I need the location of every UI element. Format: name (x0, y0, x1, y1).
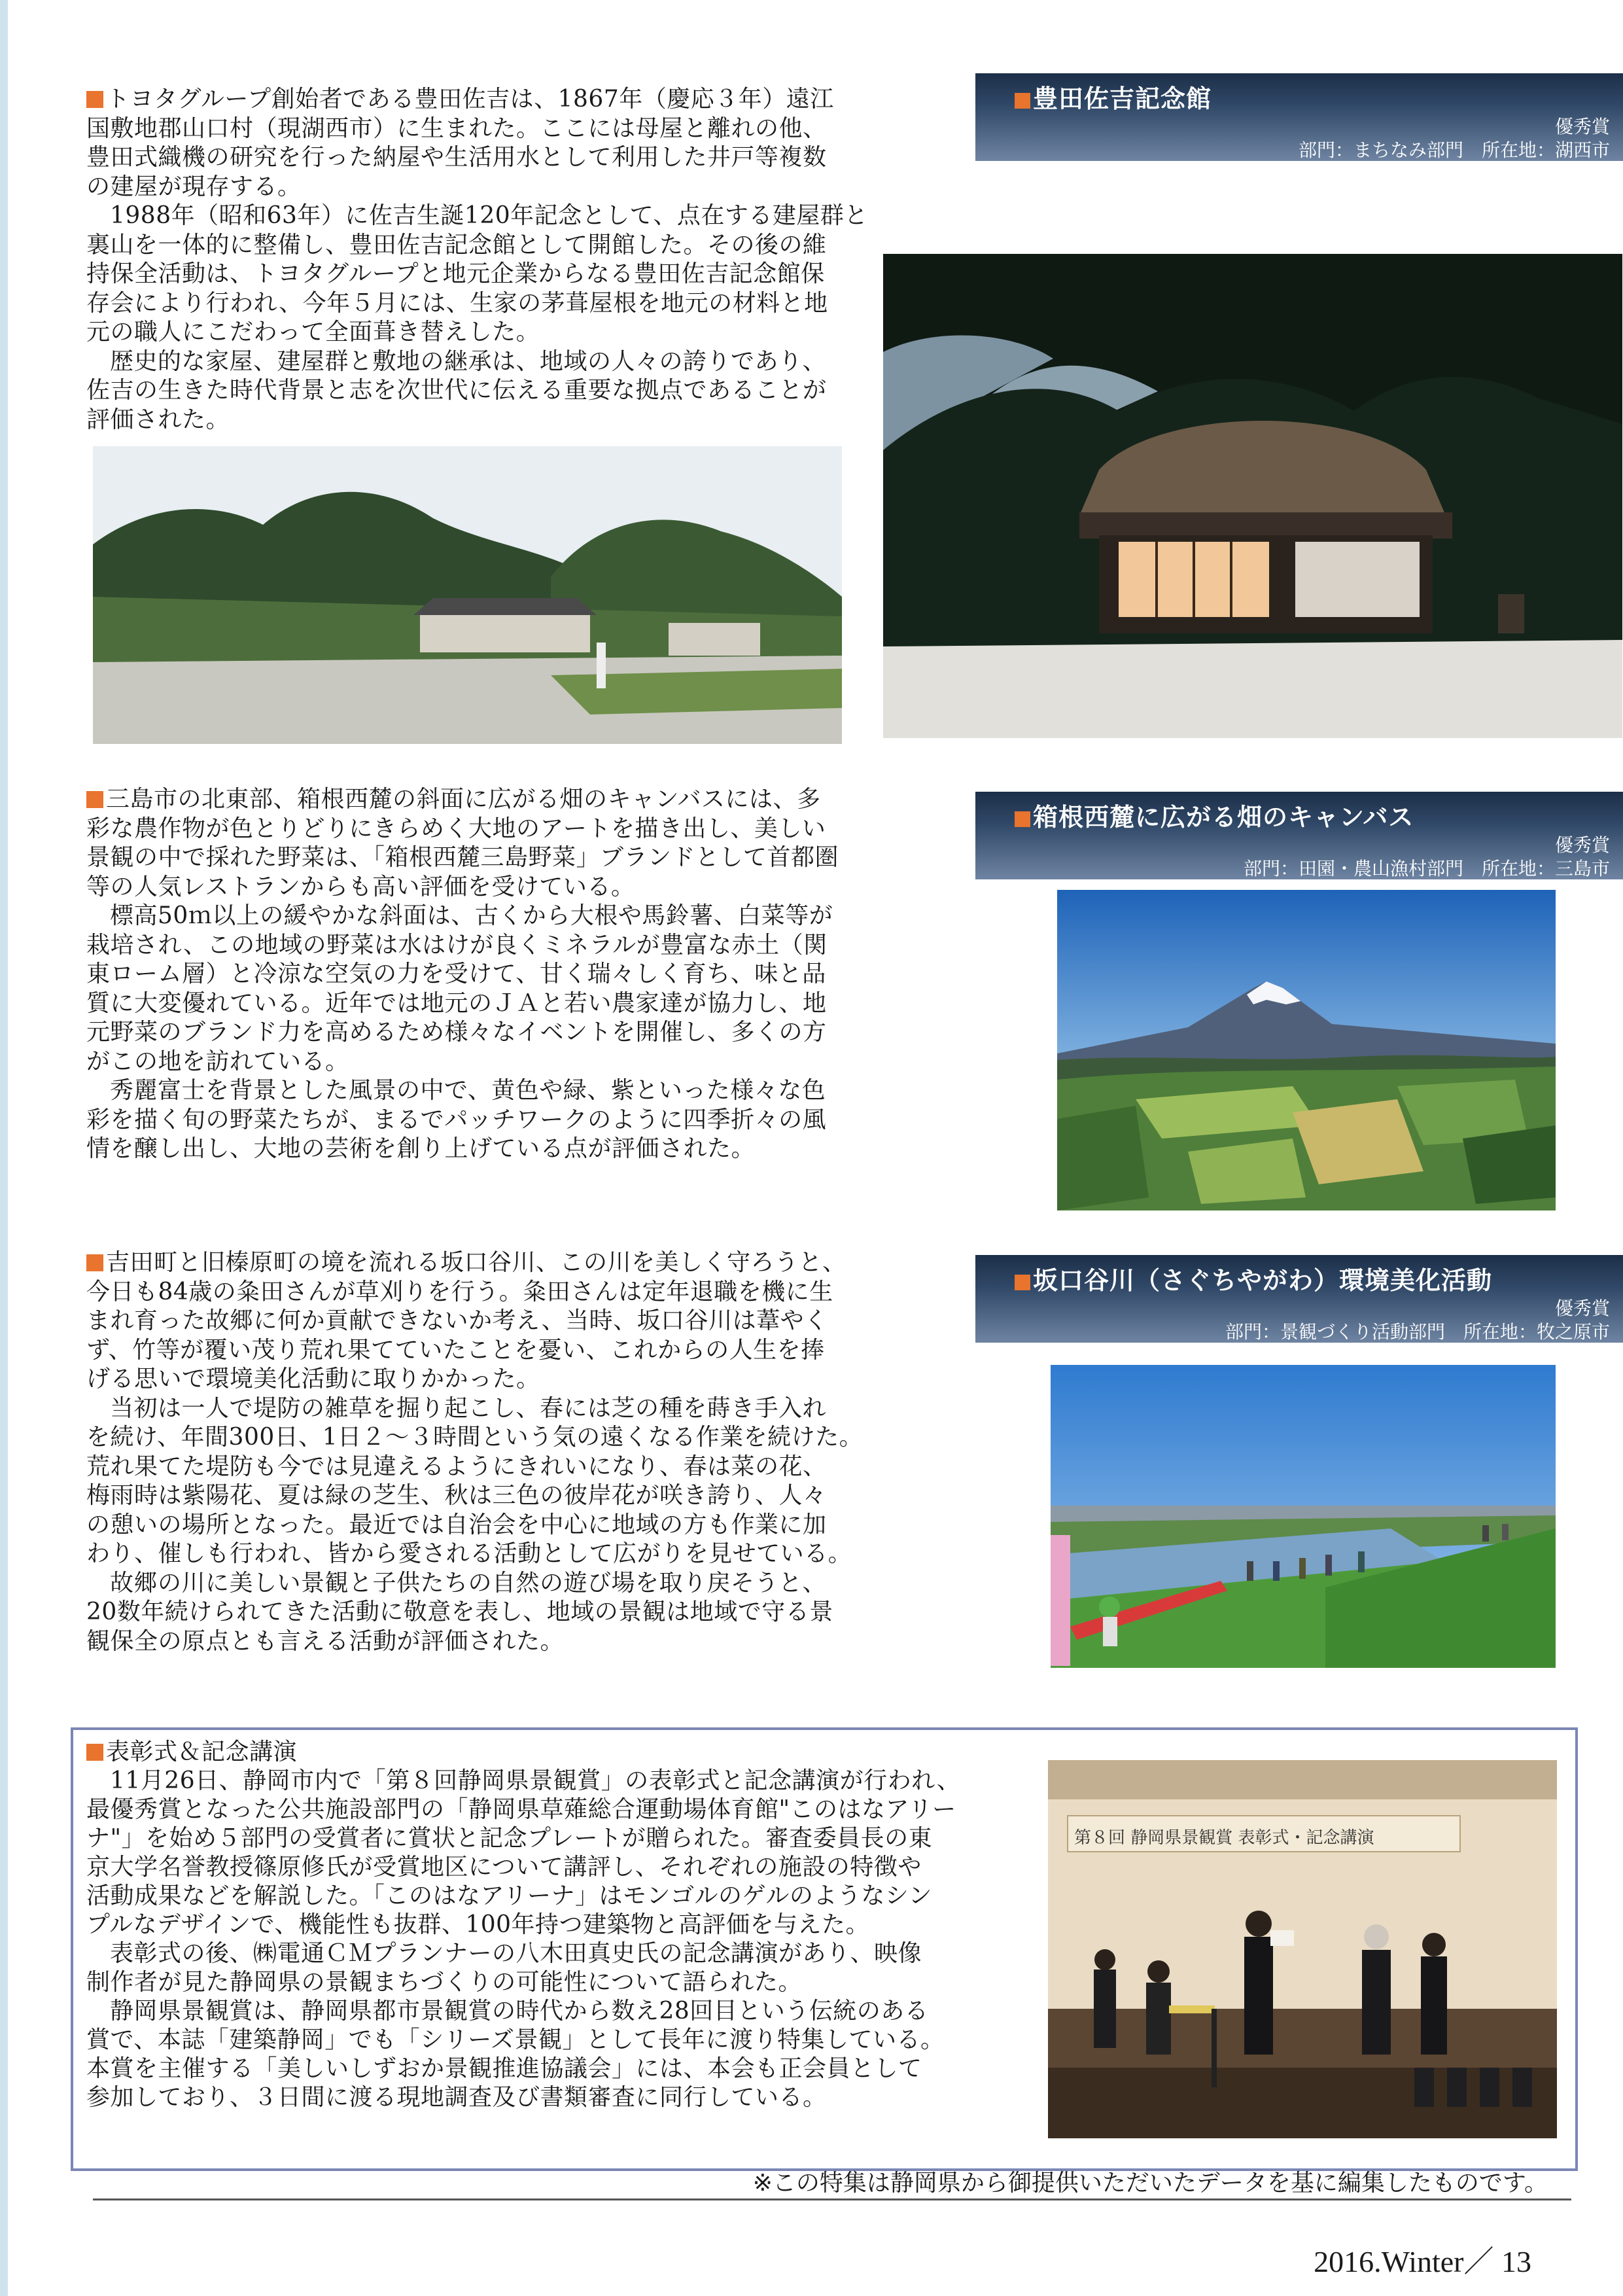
banner-title-text: 豊田佐吉記念館 (1033, 84, 1212, 113)
text-line: 本賞を主催する「美しいしずおか景観推進協議会」には、本会も正会員として (86, 2055, 922, 2082)
text-line: の建屋が現存する。 (86, 173, 302, 200)
text-line: 元の職人にこだわって全面葺き替えした。 (86, 319, 540, 345)
text-line: 評価された。 (86, 406, 230, 433)
award-label: 優秀賞 (1554, 834, 1610, 856)
text-line: わり、催しも行われ、皆から愛される活動として広がりを見せている。 (86, 1540, 852, 1567)
text-line: 観保全の原点とも言える活動が評価された。 (86, 1627, 565, 1655)
banner-title (1015, 1260, 1492, 1296)
text-line: 持保全活動は、トヨタグループと地元企業からなる豊田佐吉記念館保 (86, 260, 825, 287)
award-label: 優秀賞 (1554, 1298, 1610, 1319)
photo-toyoda-grounds (93, 446, 842, 744)
text-line: 当初は一人で堤防の雑草を掘り起こし、春には芝の種を蒔き手入れ (110, 1394, 827, 1422)
category-location: 部門：景観づくり活動部門 所在地：牧之原市 (1225, 1321, 1610, 1343)
section-2-text (86, 785, 884, 1164)
ceremony-banner-text: 第８回 静岡県景観賞 表彰式・記念講演 (1074, 1828, 1374, 1848)
text-line: 佐吉の生きた時代背景と志を次世代に伝える重要な拠点であることが (86, 377, 827, 404)
text-line: 秀麗富士を背景とした風景の中で、黄色や緑、紫といった様々な色 (110, 1077, 826, 1104)
text-line: 活動成果などを解説した。「このはなアリーナ」はモンゴルのゲルのようなシン (86, 1882, 932, 1909)
text-line: トヨタグループ創始者である豊田佐吉は、1867年（慶応３年）遠江 (106, 86, 834, 113)
orange-square-icon (86, 91, 103, 108)
text-line: ず、竹等が覆い茂り荒れ果てていたことを憂い、これからの人生を捧 (86, 1336, 825, 1364)
page-edge-strip (0, 0, 8, 2296)
orange-square-icon (1015, 93, 1030, 109)
footer-divider (93, 2199, 1571, 2200)
section-1-banner (975, 73, 1623, 161)
section-3-text (86, 1248, 884, 1656)
text-line: 東ローム層）と冷涼な空気の力を受けて、甘く瑞々しく育ち、味と品 (86, 961, 826, 987)
text-line: 1988年（昭和63年）に佐吉生誕120年記念として、点在する建屋群と (110, 202, 868, 229)
text-line: 存会により行われ、今年５月には、生家の茅葺屋根を地元の材料と地 (86, 289, 828, 317)
banner-title-text: 坂口谷川（さぐちやがわ）環境美化活動 (1033, 1266, 1493, 1295)
text-line: 制作者が見た静岡県の景観まちづくりの可能性について語られた。 (86, 1969, 802, 1996)
text-line: げる思いで環境美化活動に取りかかった。 (86, 1366, 540, 1392)
orange-square-icon (86, 791, 103, 808)
text-line: 吉田町と旧榛原町の境を流れる坂口谷川、この川を美しく守ろうと、 (106, 1249, 846, 1276)
orange-square-icon (1015, 1275, 1030, 1290)
text-line: 裏山を一体的に整備し、豊田佐吉記念館として開館した。その後の維 (86, 231, 827, 258)
text-line: まれ育った故郷に何か貢献できないか考え、当時、坂口谷川は葦やく (86, 1307, 828, 1334)
banner-title (1015, 797, 1414, 833)
section-2-banner (975, 792, 1623, 879)
text-line: 彩な農作物が色とりどりにきらめく大地のアートを描き出し、美しい (86, 815, 826, 842)
text-line: の憩いの場所となった。最近では自治会を中心に地域の方も作業に加 (86, 1511, 827, 1538)
photo-sakaguchi-riverbank (1051, 1365, 1556, 1668)
text-line: を続け、年間300日、1日２～３時間という気の遠くなる作業を続けた。 (86, 1424, 864, 1451)
text-line: 情を醸し出し、大地の芸術を創り上げている点が評価された。 (86, 1135, 756, 1162)
text-line: 静岡県景観賞は、静岡県都市景観賞の時代から数え28回目という伝統のある (110, 1998, 929, 2024)
text-line: がこの地を訪れている。 (86, 1048, 349, 1075)
section-1-text (86, 85, 884, 434)
photo-hakone-fields-fuji (1057, 890, 1556, 1210)
text-line: 表彰式の後、㈱電通ＣＭプランナーの八木田真史氏の記念講演があり、映像 (110, 1940, 922, 1967)
orange-square-icon (1015, 811, 1030, 827)
text-line: 質に大変優れている。近年では地元のＪＡと若い農家達が協力し、地 (86, 989, 827, 1017)
award-label: 優秀賞 (1554, 116, 1610, 137)
data-source-note: ※この特集は静岡県から御提供いただいたデータを基に編集したものです。 (752, 2170, 1548, 2197)
text-line: 11月26日、静岡市内で「第８回静岡県景観賞」の表彰式と記念講演が行われ、 (110, 1767, 961, 1794)
text-line: 等の人気レストランからも高い評価を受けている。 (86, 873, 635, 900)
event-title: 表彰式＆記念講演 (106, 1739, 298, 1765)
text-line: 彩を描く旬の野菜たちが、まるでパッチワークのように四季折々の風 (86, 1106, 827, 1133)
photo-toyoda-thatched-house (883, 254, 1622, 738)
banner-title-text: 箱根西麓に広がる畑のキャンバス (1033, 803, 1414, 832)
text-line: 豊田式織機の研究を行った納屋や生活用水として利用した井戸等複数 (86, 144, 827, 171)
category-location: 部門：まちなみ部門 所在地：湖西市 (1298, 139, 1610, 161)
text-line: 歴史的な家屋、建屋群と敷地の継承は、地域の人々の誇りであり、 (110, 347, 827, 375)
text-line: 今日も84歳の粂田さんが草刈りを行う。粂田さんは定年退職を機に生 (86, 1278, 833, 1305)
text-line: 参加しており、３日間に渡る現地調査及び書類審査に同行している。 (86, 2084, 827, 2111)
issue-page-number: 2016.Winter／ 13 (1314, 2245, 1531, 2278)
text-line: 三島市の北東部、箱根西麓の斜面に広がる畑のキャンバスには、多 (106, 786, 821, 813)
text-line: 荒れ果てた堤防も今では見違えるようにきれいになり、春は菜の花、 (86, 1453, 827, 1480)
text-line: ナ"」を始め５部門の受賞者に賞状と記念プレートが贈られた。審査委員長の東 (86, 1825, 933, 1852)
banner-title (1015, 79, 1212, 115)
text-line: 故郷の川に美しい景観と子供たちの自然の遊び場を取り戻そうと、 (110, 1569, 827, 1597)
text-line: 景観の中で採れた野菜は、「箱根西麓三島野菜」ブランドとして首都圏 (86, 844, 839, 871)
category-location: 部門：田園・農山漁村部門 所在地：三島市 (1243, 858, 1610, 879)
text-line: 国敷地郡山口村（現湖西市）に生まれた。ここには母屋と離れの他、 (86, 115, 827, 142)
text-line: 最優秀賞となった公共施設部門の「静岡県草薙総合運動場体育館"このはなアリー (86, 1796, 956, 1823)
text-line: 京大学名誉教授篠原修氏が受賞地区について講評し、それぞれの施設の特徴や (86, 1854, 922, 1881)
text-line: プルなデザインで、機能性も抜群、100年持つ建築物と高評価を与えた。 (86, 1911, 870, 1938)
text-line: 20数年続けられてきた活動に敬意を表し、地域の景観は地域で守る景 (86, 1598, 833, 1625)
event-text (86, 1738, 1015, 2112)
text-line: 賞で、本誌「建築静岡」でも「シリーズ景観」として長年に渡り特集している。 (86, 2026, 945, 2053)
text-line: 元野菜のブランド力を高めるため様々なイベントを開催し、多くの方 (86, 1019, 827, 1046)
section-3-banner (975, 1255, 1623, 1343)
photo-award-ceremony (1048, 1760, 1557, 2138)
text-line: 栽培され、この地域の野菜は水はけが良くミネラルが豊富な赤土（関 (86, 931, 828, 959)
text-line: 梅雨時は紫陽花、夏は緑の芝生、秋は三色の彼岸花が咲き誇り、人々 (86, 1482, 827, 1509)
text-line: 標高50ｍ以上の緩やかな斜面は、古くから大根や馬鈴薯、白菜等が (110, 902, 833, 929)
orange-square-icon (86, 1254, 103, 1271)
orange-square-icon (86, 1744, 103, 1761)
